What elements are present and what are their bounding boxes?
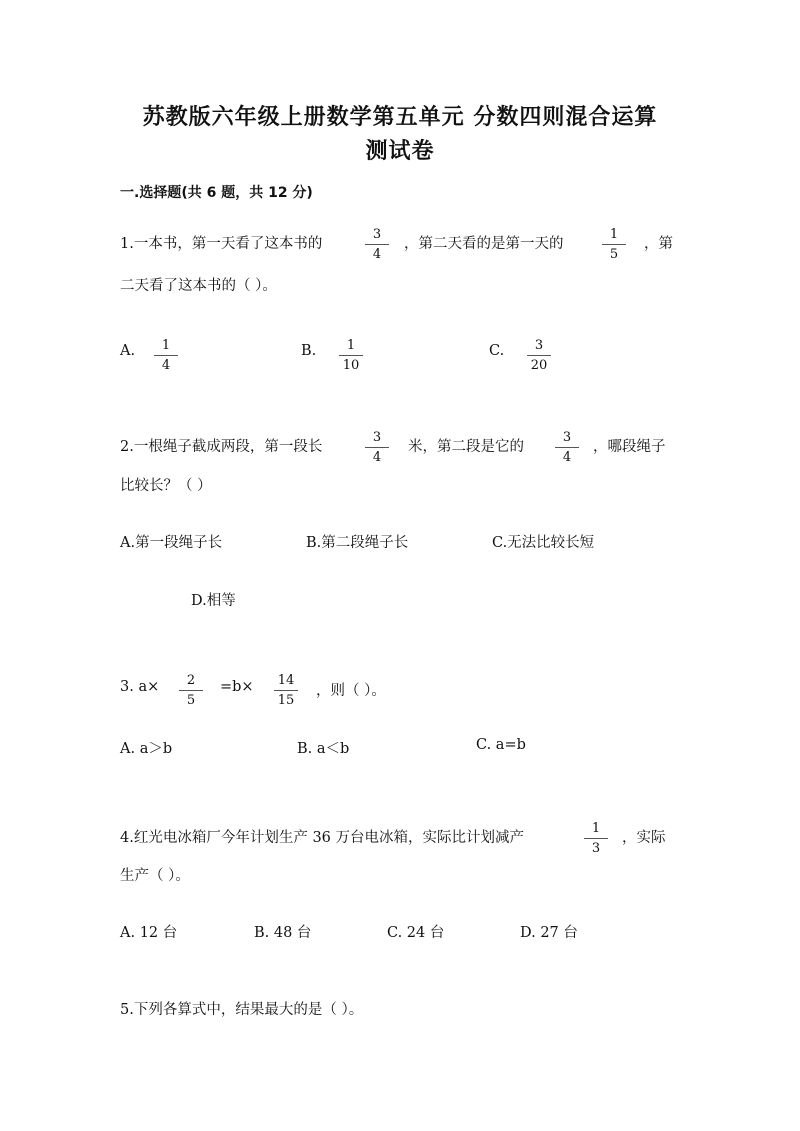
q1-option-b-fraction — [336, 337, 366, 374]
q2-text-part1: 2.一根绳子截成两段，第一段长 — [120, 439, 323, 455]
q1-frac1-numerator: 3 — [372, 227, 382, 242]
q4-text-line2: 生产（ ）。 — [120, 868, 190, 884]
q2-fraction-2 — [552, 429, 582, 466]
q3-option-c: C. a=b — [476, 737, 526, 753]
q4-text-part2: ，实际 — [622, 830, 666, 846]
q2-frac1-numerator: 3 — [372, 430, 382, 445]
fraction-bar — [274, 690, 298, 691]
q1-option-a-label: A. — [120, 343, 136, 359]
q5-text-line1: 5.下列各算式中，结果最大的是（ ）。 — [120, 1002, 364, 1018]
q1-option-b-denominator: 10 — [342, 358, 360, 373]
q1-option-c-denominator: 20 — [530, 358, 548, 373]
q1-fraction-1 — [362, 226, 392, 263]
fraction-bar — [584, 838, 608, 839]
q2-text-part3: ，哪段绳子 — [593, 439, 666, 455]
q1-option-a-fraction — [151, 337, 181, 374]
q4-option-c: C. 24 台 — [387, 925, 445, 941]
q3-frac1-denominator: 5 — [186, 693, 196, 708]
q4-fraction-1 — [581, 820, 611, 857]
q1-option-b-numerator: 1 — [346, 338, 356, 353]
fraction-bar — [154, 355, 178, 356]
q2-text-part2: 米，第二段是它的 — [408, 439, 524, 455]
fraction-bar — [365, 244, 389, 245]
q4-text-part1: 4.红光电冰箱厂今年计划生产 36 万台电冰箱，实际比计划减产 — [120, 830, 525, 846]
q1-option-c-numerator: 3 — [534, 338, 544, 353]
q2-fraction-1 — [362, 429, 392, 466]
q1-frac2-denominator: 5 — [609, 247, 619, 262]
q3-text-part3: ，则（ ）。 — [316, 683, 386, 699]
q2-text-line2: 比较长？（ ） — [120, 478, 212, 494]
q1-option-a-denominator: 4 — [161, 358, 171, 373]
q2-option-a: A.第一段绳子长 — [120, 535, 223, 551]
q2-option-c: C.无法比较长短 — [492, 535, 595, 551]
q3-fraction-2 — [271, 672, 301, 709]
q2-option-d: D.相等 — [191, 593, 236, 609]
q1-text-part1: 1.一本书，第一天看了这本书的 — [120, 236, 323, 252]
fraction-bar — [179, 690, 203, 691]
q3-frac1-numerator: 2 — [186, 673, 196, 688]
q4-frac1-numerator: 1 — [591, 821, 601, 836]
q3-option-a: A. a＞b — [120, 741, 173, 757]
q1-text-line2: 二天看了这本书的（ ）。 — [120, 278, 277, 294]
q4-option-b: B. 48 台 — [254, 925, 312, 941]
q1-frac1-denominator: 4 — [372, 247, 382, 262]
fraction-bar — [527, 355, 551, 356]
fraction-bar — [339, 355, 363, 356]
q1-fraction-2 — [599, 226, 629, 263]
page-title-line2: 测试卷 — [365, 139, 435, 164]
q1-option-c-label: C. — [489, 343, 505, 359]
q3-option-b: B. a＜b — [297, 741, 350, 757]
q1-option-c-fraction — [524, 337, 554, 374]
fraction-bar — [365, 447, 389, 448]
q2-option-b: B.第二段绳子长 — [306, 535, 409, 551]
q3-text-part2: =b× — [220, 679, 254, 695]
q2-frac2-denominator: 4 — [562, 450, 572, 465]
q3-frac2-denominator: 15 — [277, 693, 295, 708]
q4-option-a: A. 12 台 — [120, 925, 178, 941]
q1-text-part3: ，第 — [644, 236, 673, 252]
section-heading: 一.选择题(共 6 题，共 12 分) — [120, 185, 313, 201]
q1-text-part2: ，第二天看的是第一天的 — [404, 236, 564, 252]
q4-option-d: D. 27 台 — [520, 925, 578, 941]
q3-fraction-1 — [176, 672, 206, 709]
page-title: 苏教版六年级上册数学第五单元 分数四则混合运算 — [142, 105, 658, 130]
q3-text-part1: 3. a× — [120, 679, 160, 695]
q1-option-a-numerator: 1 — [161, 338, 171, 353]
q4-frac1-denominator: 3 — [591, 841, 601, 856]
q3-frac2-numerator: 14 — [277, 673, 295, 688]
q2-frac2-numerator: 3 — [562, 430, 572, 445]
q2-frac1-denominator: 4 — [372, 450, 382, 465]
q1-option-b-label: B. — [301, 343, 317, 359]
fraction-bar — [555, 447, 579, 448]
fraction-bar — [602, 244, 626, 245]
q1-frac2-numerator: 1 — [609, 227, 619, 242]
